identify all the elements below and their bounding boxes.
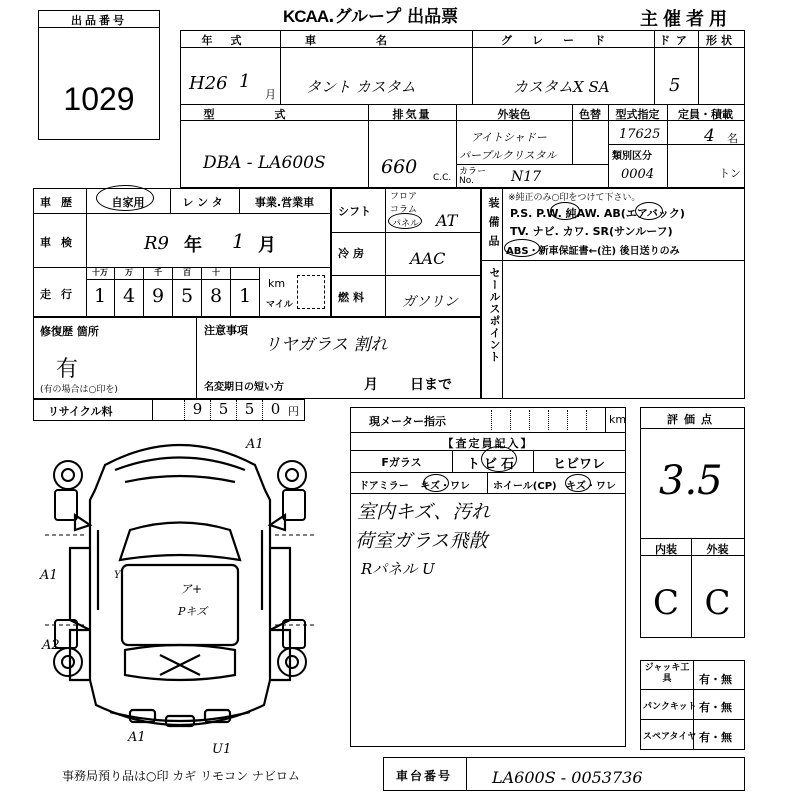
mileage-unit-box [297, 275, 325, 309]
mileage-digit: 5 [180, 285, 194, 307]
mark-a1-bottom: A1 [128, 730, 146, 745]
sheet-title [283, 2, 458, 27]
year-label: 年式 [201, 34, 260, 47]
shift-column[interactable]: コラム [390, 205, 417, 215]
recycle-label: リサイクル料 [48, 405, 113, 418]
mileage-digit-label: 十 [212, 268, 220, 277]
inspection-year-unit: 年 [184, 235, 202, 256]
tool-puncture-value[interactable]: 有・無 [699, 701, 732, 714]
persons-unit: 名 [727, 132, 738, 145]
equipment-abs-circle [504, 239, 540, 257]
model-label: 型式 [203, 108, 346, 121]
equipment-line1: P.S. P.W. 純AW. AB(エアバック) [510, 207, 685, 220]
mileage-digit-cell [231, 267, 260, 316]
color-no-value: N17 [511, 169, 542, 185]
inspection-month: 1 [232, 229, 245, 253]
tool-puncture-label: パンクキット [643, 702, 697, 712]
meter-unit: km [609, 413, 627, 426]
exterior-grade: C [704, 583, 731, 623]
history-option-business[interactable]: 事業.営業車 [254, 196, 315, 209]
vehicle-table [180, 30, 745, 188]
wheel-front-right [278, 461, 306, 489]
meter-digit-cell [586, 410, 587, 430]
mileage-digit-cell [86, 267, 115, 316]
center-note-2: Pキズ [178, 605, 208, 618]
chassis-block [383, 757, 745, 791]
cc-unit: C.C. [433, 173, 452, 183]
year-value: H26 [189, 73, 228, 94]
capacity-label: 定員・積載 [678, 108, 733, 121]
wheel-option-crack[interactable]: ワレ [595, 481, 616, 492]
fuel-value: ガソリン [402, 294, 458, 310]
mileage-digit-label: 百 [183, 268, 191, 277]
tool-jack-value[interactable]: 有・無 [699, 673, 732, 686]
organizer-label: 主催者用 [640, 9, 732, 30]
history-label: 車歴 [40, 196, 82, 209]
tool-spare-label: スペアタイヤ [643, 732, 697, 742]
mileage-digit-label: 千 [154, 268, 162, 277]
meter-digit-cell [529, 410, 530, 430]
equipment-note: ※純正のみ○印をつけて下さい。 [508, 193, 641, 203]
fuel-label: 燃料 [338, 291, 368, 304]
model-value: DBA - LA600S [203, 153, 326, 173]
color-no-label: カラーNo. [459, 167, 487, 186]
assessor-block [350, 407, 626, 747]
rear-window [125, 645, 235, 680]
body-type-label: 形状 [706, 34, 736, 47]
glass-option-crack[interactable]: ヒビワレ [552, 457, 605, 472]
history-option-rental[interactable]: レンタ [182, 196, 227, 209]
wheel-front-left [54, 461, 82, 489]
mark-u1: U1 [212, 742, 232, 757]
wheel-option-scratch[interactable]: キズ [566, 481, 586, 492]
mileage-unit-km: km [268, 277, 286, 290]
mark-a1-left: A1 [40, 568, 58, 583]
assessor-label: 【査定員記入】 [442, 437, 534, 450]
category-value: 0004 [621, 167, 655, 182]
interior-label: 内装 [655, 543, 677, 556]
center-note-1: ア+ [180, 582, 203, 596]
doors-label: ドア [659, 34, 693, 47]
mileage-digit-cell [115, 267, 144, 316]
kcaa-logo: KCAA [283, 7, 329, 26]
rating-score: 3.5 [659, 458, 723, 504]
mileage-digit-cell [173, 267, 202, 316]
meter-digit-cell [548, 410, 549, 430]
recycle-digit: 5 [210, 400, 236, 420]
mileage-digit-cell [144, 267, 173, 316]
exterior-label: 外装 [706, 543, 729, 556]
mileage-digit: 1 [238, 285, 252, 307]
mileage-label: 走行 [40, 288, 82, 301]
equipment-line2: TV. ナビ. カワ. SR(サンルーフ) [510, 225, 673, 238]
glass-option-chip[interactable]: トビ石 [466, 457, 518, 472]
mirror-option-scratch[interactable]: キズ [420, 481, 440, 492]
repair-note: (有の場合は○印を) [40, 385, 118, 395]
equipment-abs: ABS [506, 246, 529, 257]
tool-spare-value[interactable]: 有・無 [699, 731, 732, 744]
notes-value: リヤガラス 割れ [264, 335, 388, 355]
mileage-digit: 1 [93, 285, 107, 307]
month-unit: 月 [265, 88, 276, 101]
lot-number: 1029 [63, 81, 135, 117]
glass-label: Fガラス [381, 456, 422, 469]
lot-number-box [38, 10, 160, 140]
mark-a1-top: A1 [246, 437, 264, 452]
mirror-label-text: ドアミラー [359, 481, 409, 492]
office-note: 事務局預り品は○印 カギ リモコン ナビロム [62, 769, 300, 783]
chassis-label: 車台番号 [396, 769, 453, 783]
inspection-month-unit: 月 [258, 235, 276, 256]
equipment-pw-circle [550, 202, 580, 220]
inspection-label: 車検 [40, 236, 82, 249]
wheel-label-text: ホイール(CP) [493, 481, 557, 492]
tools-block [640, 660, 745, 750]
mileage-digit: 4 [122, 285, 136, 307]
assessor-comment-3: Rパネル U [361, 560, 435, 578]
recycle-digit: 0 [262, 400, 288, 420]
meter-label: 現メーター指示 [369, 415, 446, 428]
drive-block [331, 188, 481, 317]
month-value: 1 [239, 71, 251, 92]
shift-floor[interactable]: フロア [390, 192, 418, 202]
name-change-month: 月 [364, 377, 378, 393]
aircon-value: AAC [410, 249, 446, 268]
history-selected-circle [96, 185, 154, 211]
shift-selected-circle [388, 213, 422, 229]
tons-unit: トン [719, 167, 741, 180]
equipment-ab-circle [635, 202, 663, 220]
mileage-digit-label: 十万 [92, 268, 108, 277]
capacity-value: 4 [704, 126, 715, 146]
equipment-label: 装備品 [487, 197, 500, 254]
category-label: 類別区分 [612, 151, 652, 162]
car-name-value: タント カスタム [306, 78, 416, 96]
displacement-label: 排気量 [392, 108, 432, 121]
mileage-digit-label: 万 [125, 268, 133, 277]
mirror-selected-circle [423, 474, 449, 492]
chassis-number: LA600S - 0053736 [492, 768, 643, 787]
history-block [33, 188, 331, 317]
car-name-label: 車名 [305, 34, 447, 47]
interior-grade: C [652, 583, 679, 623]
rating-label: 評価点 [667, 413, 718, 426]
repair-label: 修復歴 箇所 [40, 325, 99, 338]
grade-label: グレード [501, 34, 625, 47]
exterior-color-line2: パープルクリスタル [459, 149, 557, 162]
sheet-title-text: .グループ 出品票 [328, 7, 459, 27]
shift-panel[interactable]: パネル [392, 219, 420, 229]
rating-block [640, 407, 745, 638]
sales-point-label: セールスポイント [488, 267, 501, 363]
name-change-label: 名変期日の短い方 [204, 382, 284, 393]
equipment-block [481, 188, 745, 399]
recycle-digit: 5 [236, 400, 262, 420]
assessor-comment-2: 荷室ガラス飛散 [355, 530, 488, 552]
model-designation-value: 17625 [619, 127, 661, 142]
recycle-block [33, 399, 305, 421]
windshield [120, 523, 240, 561]
mileage-digit: 8 [209, 285, 223, 307]
mileage-unit-mile: マイル [266, 300, 293, 310]
shift-label: シフト [338, 205, 371, 218]
mileage-digit: 9 [151, 285, 165, 307]
equipment-warranty: ・新車保証書←(注) 後日送りのみ [528, 246, 680, 257]
glass-selected-circle [481, 446, 517, 472]
name-change-day: 日まで [410, 377, 452, 393]
shift-value: AT [436, 211, 458, 230]
wheel-rear-right [278, 648, 306, 676]
wheel-selected-circle [565, 474, 591, 492]
exterior-color-label: 外装色 [497, 108, 531, 121]
recycle-unit: 円 [288, 405, 299, 418]
aircon-label: 冷房 [338, 247, 368, 260]
tool-jack-label: ジャッキ工具 [644, 663, 690, 684]
repair-block [33, 317, 481, 399]
mark-y: Y [114, 570, 121, 581]
color-change-label: 色替 [579, 108, 601, 121]
grade-value: カスタムX SA [513, 78, 610, 96]
wheel-label: ホイール(CP) キズ・ワレ [493, 481, 616, 492]
notes-label: 注意事項 [204, 324, 248, 337]
history-option-private[interactable]: 自家用 [111, 196, 145, 209]
meter-digit-cell [510, 410, 511, 430]
displacement-value: 660 [381, 156, 418, 178]
lot-number-label: 出品番号 [71, 14, 127, 27]
recycle-digit: 9 [184, 400, 210, 420]
mirror-option-crack[interactable]: ワレ [450, 481, 470, 492]
inspection-year: R9 [144, 233, 170, 254]
mark-a2: A2 [42, 638, 60, 653]
doors-value: 5 [669, 75, 681, 96]
meter-digit-cell [491, 410, 492, 430]
meter-digit-cell [567, 410, 568, 430]
repair-value: 有 [56, 357, 79, 382]
exterior-color-line1: アイトシャドー [471, 131, 547, 144]
mileage-digit-cell [202, 267, 231, 316]
mirror-label: ドアミラー キズ・ワレ [359, 481, 470, 492]
assessor-comment-1: 室内キズ、汚れ [357, 501, 491, 523]
model-designation-label: 型式指定 [615, 108, 660, 121]
